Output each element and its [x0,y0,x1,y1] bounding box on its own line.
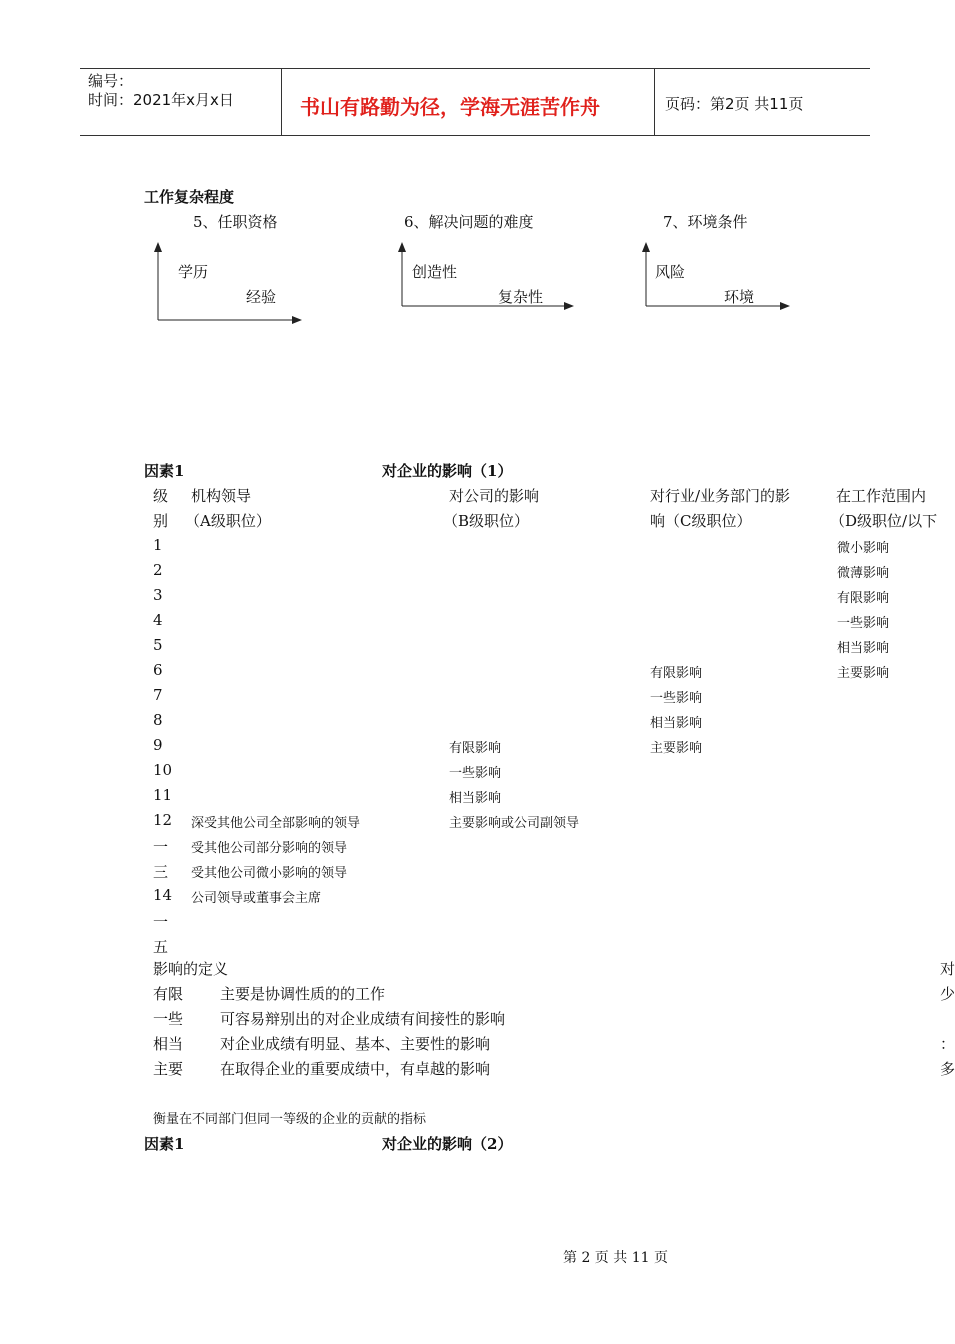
row-cell-a: 深受其他公司全部影响的领导 [191,816,361,831]
row-cell-d: 有限影响 [837,591,890,606]
row-cell-b: 相当影响 [449,791,502,806]
col-header-c-1: 对行业/业务部门的影 [650,487,791,505]
factor1b-title-left: 因素1 [144,1135,185,1153]
definition-text: 主要是协调性质的的工作 [220,985,386,1003]
panel-1-x-label: 经验 [246,288,277,306]
row-cell-b: 有限影响 [449,741,502,756]
header-time-label: 时间：2021年x月x日 [88,91,234,109]
row-cell-c: 有限影响 [650,666,703,681]
col-header-a-2: （A级职位） [185,512,271,530]
row-cell-a: 受其他公司部分影响的领导 [191,841,348,856]
header-bottom-rule [80,135,870,136]
header-number-label: 编号： [88,72,134,90]
row-level: 10 [153,761,173,779]
col-header-d-2: （D级职位/以下 [830,512,938,530]
col-header-level-2: 别 [153,512,169,530]
row-level: 五 [153,938,169,956]
col-header-d-1: 在工作范围内 [836,487,927,505]
definition-term: 有限 [153,985,184,1003]
row-cell-c: 主要影响 [650,741,703,756]
panel-2-x-label: 复杂性 [498,288,544,306]
row-cell-c: 相当影响 [650,716,703,731]
definition-edge: 多 [940,1060,955,1078]
definition-title-edge: 对 [940,960,955,978]
definition-term: 主要 [153,1060,184,1078]
definition-title: 影响的定义 [153,960,229,978]
row-level: 一 [153,838,169,856]
row-level: 8 [153,711,163,729]
row-cell-d: 微小影响 [837,541,890,556]
row-cell-a: 公司领导或董事会主席 [191,891,322,906]
row-cell-c: 一些影响 [650,691,703,706]
header-page-info: 页码：第2页 共11页 [665,95,804,113]
row-cell-a: 受其他公司微小影响的领导 [191,866,348,881]
definition-term: 一些 [153,1010,184,1028]
row-level: 1 [153,536,163,554]
panel-1-axes-icon [150,240,310,330]
col-header-b-2: （B级职位） [443,512,530,530]
row-cell-b: 一些影响 [449,766,502,781]
header-motto: 书山有路勤为径，学海无涯苦作舟 [300,95,600,119]
panel-3-heading: 7、环境条件 [663,213,748,231]
row-level: 7 [153,686,163,704]
row-level: 9 [153,736,163,754]
col-header-b-1: 对公司的影响 [449,487,540,505]
panel-3-y-label: 风险 [655,263,686,281]
factor1b-title-right: 对企业的影响（2） [382,1135,513,1153]
row-level: 4 [153,611,163,629]
row-cell-d: 主要影响 [837,666,890,681]
row-cell-d: 一些影响 [837,616,890,631]
factor1-title-right: 对企业的影响（1） [382,462,513,480]
factor1-title-left: 因素1 [144,462,185,480]
row-level: 一 [153,913,169,931]
header-top-rule [80,68,870,69]
footer-page-number: 第 2 页 共 11 页 [563,1250,668,1266]
row-level: 11 [153,786,173,804]
complexity-title: 工作复杂程度 [144,188,235,206]
col-header-a-1: 机构领导 [191,487,252,505]
panel-1-heading: 5、任职资格 [193,213,278,231]
row-cell-d: 微薄影响 [837,566,890,581]
definition-text: 在取得企业的重要成绩中，有卓越的影响 [220,1060,491,1078]
definition-text: 可容易辩别出的对企业成绩有间接性的影响 [220,1010,506,1028]
definition-edge: 少 [940,985,955,1003]
row-level: 6 [153,661,163,679]
row-cell-b: 主要影响或公司副领导 [449,816,580,831]
header-divider-right [654,68,655,136]
row-level: 14 [153,886,173,904]
row-level: 5 [153,636,163,654]
row-level: 3 [153,586,163,604]
col-header-c-2: 响（C级职位） [650,512,752,530]
definition-term: 相当 [153,1035,184,1053]
panel-3-x-label: 环境 [724,288,755,306]
definition-edge: ： [940,1035,955,1053]
row-cell-d: 相当影响 [837,641,890,656]
row-level: 三 [153,863,169,881]
header-divider-left [281,68,282,136]
panel-2-heading: 6、解决问题的难度 [404,213,534,231]
factor1-footnote: 衡量在不同部门但同一等级的企业的贡献的指标 [153,1112,427,1127]
col-header-level-1: 级 [153,487,169,505]
row-level: 2 [153,561,163,579]
panel-1-y-label: 学历 [178,263,209,281]
row-level: 12 [153,811,173,829]
panel-2-y-label: 创造性 [412,263,458,281]
definition-text: 对企业成绩有明显、基本、主要性的影响 [220,1035,491,1053]
